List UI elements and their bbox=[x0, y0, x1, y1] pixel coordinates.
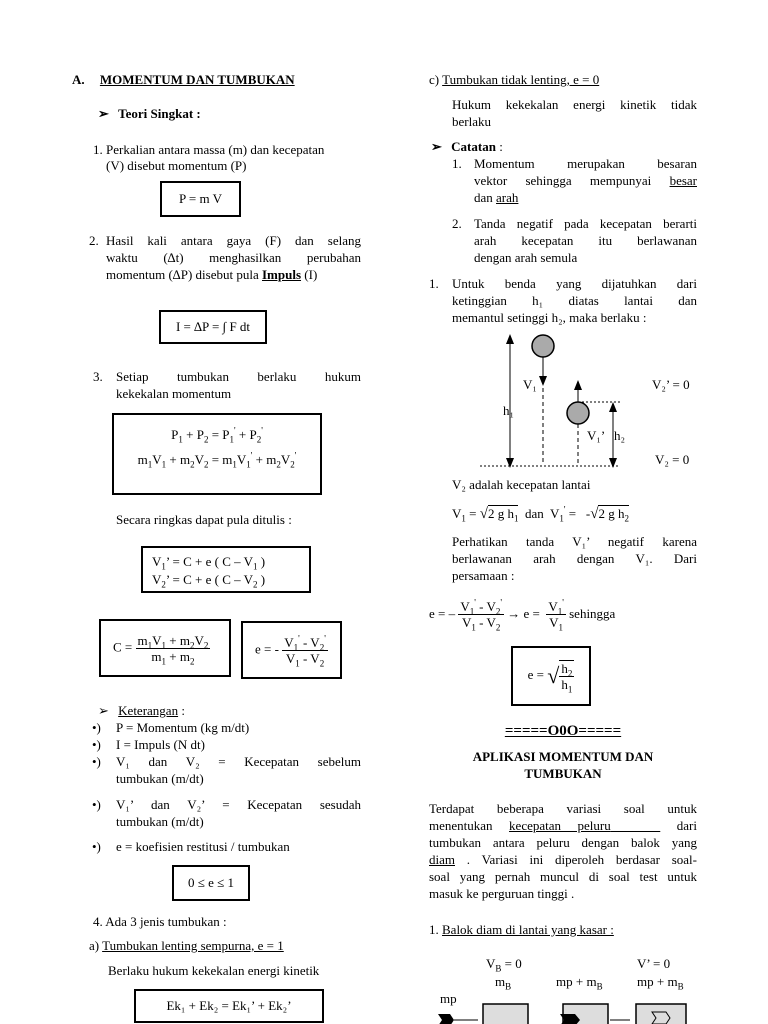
label-h1: h₁ bbox=[503, 403, 515, 418]
ket-bullet-1: •) bbox=[92, 720, 101, 735]
sehingga-text: sehingga bbox=[569, 606, 616, 621]
separator bbox=[429, 723, 697, 739]
perhatikan-line2: berlawanan arah dengan V₁. Dari bbox=[452, 551, 697, 566]
c-line1: Hukum kekekalan energi kinetik tidak bbox=[452, 97, 697, 112]
separator-text: =====O0O===== bbox=[504, 723, 622, 739]
label-vb-v: V bbox=[486, 956, 496, 971]
arrow-bullet-icon: ➢ bbox=[431, 139, 442, 154]
ball-bottom-icon bbox=[567, 402, 589, 424]
diam-term: diam bbox=[429, 852, 455, 867]
p4-text: 4. Ada 3 jenis tumbukan : bbox=[93, 914, 227, 929]
cat1-line3 bbox=[474, 190, 518, 206]
n1-line2: ketinggian h₁ diatas lantai dan bbox=[452, 293, 697, 308]
block-stopped-icon bbox=[636, 1004, 686, 1024]
ket-item-4b: tumbukan (m/dt) bbox=[116, 814, 204, 829]
arah-term: arah bbox=[496, 190, 519, 205]
p1-number: 1. bbox=[93, 142, 103, 157]
app-line4 bbox=[429, 852, 697, 868]
app-line4-end: . Variasi ini diperoleh berdasar soal- bbox=[455, 852, 697, 867]
label-vb-sub: B bbox=[495, 963, 502, 974]
p2-line1: Hasil kali antara gaya (F) dan selang bbox=[106, 233, 361, 248]
formula-c: C = $\frac{m_1V_1 + m_2V_2}{m_1 + m_2}$ bbox=[113, 632, 209, 667]
cat2-line1: Tanda negatif pada kecepatan berarti bbox=[474, 216, 697, 231]
ket-bullet-4: •) bbox=[92, 797, 101, 812]
impuls-term: Impuls bbox=[262, 267, 302, 282]
arrow-bullet-icon: ➢ bbox=[98, 703, 109, 718]
n1-line1: Untuk benda yang dijatuhkan dari bbox=[452, 276, 697, 291]
ket-item-5: e = koefisien restitusi / tumbukan bbox=[116, 839, 290, 854]
ket-bullet-2: •) bbox=[92, 737, 101, 752]
label-mb-m: m bbox=[495, 974, 506, 989]
formula-momentum-box bbox=[160, 181, 241, 217]
cat1-line1: Momentum merupakan besaran bbox=[474, 156, 697, 171]
formula-ek: Ek₁ + Ek₂ = Ek₁’ + Ek₂’ bbox=[166, 998, 292, 1013]
label-v2p: V₂’ = 0 bbox=[652, 377, 690, 392]
n1-number: 1. bbox=[429, 276, 439, 291]
label-v2: V₂ = 0 bbox=[655, 452, 690, 467]
label-vb-eq: = 0 bbox=[501, 956, 522, 971]
label-mp-mb-1 bbox=[556, 974, 603, 990]
ket-item-3b: tumbukan (m/dt) bbox=[116, 771, 204, 786]
p2-line3-end: (I) bbox=[301, 267, 318, 282]
perhatikan-line1: Perhatikan tanda V₁’ negatif karena bbox=[452, 534, 697, 549]
cat1-line3-text: dan bbox=[474, 190, 497, 205]
label-mp: mp bbox=[440, 991, 457, 1006]
h1-arrow-up-icon bbox=[506, 334, 514, 344]
label-mb bbox=[495, 974, 511, 990]
ket-bullet-5: •) bbox=[92, 839, 101, 854]
p2-number: 2. bbox=[89, 233, 99, 248]
c-heading bbox=[429, 72, 599, 88]
formula-conservation-mv: $m_1V_1 + m_2V_2 = m_1V_1' + m_2V_2'$ bbox=[137, 450, 297, 470]
p1-line1: Perkalian antara massa (m) dan kecepatan bbox=[106, 142, 325, 157]
c-label: c) bbox=[429, 72, 443, 87]
label-mp-mb-1-text: mp + m bbox=[556, 974, 597, 989]
keterangan-title: Keterangan bbox=[118, 703, 179, 718]
range-formula: 0 ≤ e ≤ 1 bbox=[187, 875, 235, 890]
bullet-icon bbox=[438, 1014, 454, 1024]
cat1-line2-text: vektor sehingga mempunyai bbox=[474, 173, 670, 188]
app-line1: Terdapat beberapa variasi soal untuk bbox=[429, 801, 697, 816]
label-mp-mb-2-text: mp + m bbox=[637, 974, 678, 989]
balok-title: Balok diam di lantai yang kasar : bbox=[442, 922, 614, 937]
section-heading bbox=[72, 72, 295, 88]
n1-line3: memantul setinggi h₂, maka berlaku : bbox=[452, 310, 647, 325]
label-mb-sub: B bbox=[505, 981, 512, 992]
ket-item-4: V₁’ dan V₂’ = Kecepatan sesudah bbox=[116, 797, 361, 812]
p2-line3-start: momentum (∆P) disebut pula bbox=[106, 267, 262, 282]
p4a-text: Berlaku hukum kekekalan energi kinetik bbox=[108, 963, 320, 978]
formula-conservation-p: $P_1 + P_2 = P_1' + P_2'$ bbox=[171, 425, 263, 445]
arrow-bullet-icon: ➢ bbox=[98, 106, 109, 121]
formula-v1: $V_1$’ = C + e ( C – $V_1$ ) bbox=[152, 554, 266, 572]
peluru-term: kecepatan peluru bbox=[509, 818, 611, 833]
label-vb bbox=[486, 956, 522, 972]
formula-c-box bbox=[99, 619, 231, 677]
formula-e-derivation: e = – $\frac{V_1' - V_2'}{V_1 - V_2}$ → e = $\frac{V_1'}{V_1}$ sehingga bbox=[429, 597, 616, 633]
cat1-number: 1. bbox=[452, 156, 462, 171]
formula-e-sqrt: e = √ $\frac{h_2}{h_1}$ bbox=[527, 661, 573, 695]
app-line2-start: menentukan bbox=[429, 818, 510, 833]
app-title-line2: TUMBUKAN bbox=[524, 766, 602, 781]
formula-momentum: P = m V bbox=[178, 191, 223, 206]
v1-arrow-icon bbox=[539, 376, 547, 386]
keterangan-heading: ➢ Keterangan : bbox=[98, 703, 185, 718]
cat2-line2: arah kecepatan itu berlawanan bbox=[474, 233, 697, 248]
c-title: Tumbukan tidak lenting, e = 0 bbox=[442, 72, 600, 87]
section-letter: A. bbox=[72, 72, 85, 87]
p3-line2: kekekalan momentum bbox=[116, 386, 232, 401]
p2-line2: waktu (∆t) menghasilkan perubahan bbox=[106, 250, 361, 265]
catatan-title: Catatan bbox=[451, 139, 496, 154]
label-h2: h₂ bbox=[614, 428, 626, 443]
formula-ek-box bbox=[134, 989, 324, 1023]
ket-item-3: V₁ dan V₂ = Kecepatan sebelum bbox=[116, 754, 361, 769]
label-mp-mb-1-sub: B bbox=[596, 981, 603, 992]
app-title-line1: APLIKASI MOMENTUM DAN bbox=[472, 749, 654, 764]
formula-v2: $V_2$’ = C + e ( C – $V_2$ ) bbox=[152, 572, 266, 590]
formula-e-box bbox=[241, 621, 342, 679]
cat2-line3: dengan arah semula bbox=[474, 250, 578, 265]
label-vp: V’ = 0 bbox=[637, 956, 671, 971]
app-line3: tumbukan antara peluru dengan balok yang bbox=[429, 835, 697, 850]
block-diagram bbox=[430, 998, 710, 1024]
p3-line1: Setiap tumbukan berlaku hukum bbox=[116, 369, 361, 384]
ball-top-icon bbox=[532, 335, 554, 357]
label-v1: V₁ bbox=[523, 377, 537, 392]
balok-number: 1. bbox=[429, 922, 442, 937]
formula-conservation-box bbox=[112, 413, 322, 495]
cat2-number: 2. bbox=[452, 216, 462, 231]
p1-line2: (V) disebut momentum (P) bbox=[106, 158, 247, 173]
label-v1p: V₁’ bbox=[587, 428, 606, 443]
perhatikan-line3: persamaan : bbox=[452, 568, 515, 583]
p3-number: 3. bbox=[93, 369, 103, 384]
formula-velocities: $V_1 = √2$ g $h_1$ dan $V_1' = -√2$ g $h_2$ bbox=[452, 504, 629, 524]
label-mp-mb-2 bbox=[637, 974, 684, 990]
h2-arrow-up-icon bbox=[609, 402, 617, 412]
formula-e-sqrt-box bbox=[511, 646, 591, 706]
ket-bullet-3: •) bbox=[92, 754, 101, 769]
p4a-label: a) bbox=[89, 938, 103, 953]
formula-e: e = - $\frac{V_1' - V_2'}{V_1 - V_2}$ bbox=[255, 633, 326, 669]
balok-heading bbox=[429, 922, 614, 938]
p2-line3 bbox=[106, 267, 317, 283]
formula-impuls: I = ∆P = ∫ F dt bbox=[175, 319, 251, 334]
app-line5: soal yang pernah muncul di soal test untuk bbox=[429, 869, 697, 884]
v2-floor-text: V₂ adalah kecepatan lantai bbox=[452, 477, 591, 492]
block-icon bbox=[483, 1004, 528, 1024]
app-line2-end: dari bbox=[660, 818, 697, 833]
cat1-line2 bbox=[474, 173, 697, 189]
p4a-title: Tumbukan lenting sempurna, e = 1 bbox=[102, 938, 284, 953]
p4a-heading bbox=[89, 938, 284, 954]
section-title: MOMENTUM DAN TUMBUKAN bbox=[99, 72, 295, 87]
range-box bbox=[172, 865, 250, 901]
ket-item-2: I = Impuls (N dt) bbox=[116, 737, 205, 752]
ringkas-text: Secara ringkas dapat pula ditulis : bbox=[116, 512, 292, 527]
teori-title: Teori Singkat : bbox=[118, 106, 201, 121]
app-line2 bbox=[429, 818, 697, 834]
formula-velocity-box bbox=[141, 546, 311, 593]
besar-term: besar bbox=[669, 173, 697, 188]
label-mp-mb-2-sub: B bbox=[677, 981, 684, 992]
catatan-heading: ➢ Catatan : bbox=[431, 139, 503, 154]
app-line6: masuk ke perguruan tinggi . bbox=[429, 886, 575, 901]
v2p-arrow-icon bbox=[574, 380, 582, 390]
ket-item-1: P = Momentum (kg m/dt) bbox=[116, 720, 250, 735]
c-line2: berlaku bbox=[452, 114, 491, 129]
teori-heading bbox=[98, 106, 201, 122]
formula-impuls-box bbox=[159, 310, 267, 344]
